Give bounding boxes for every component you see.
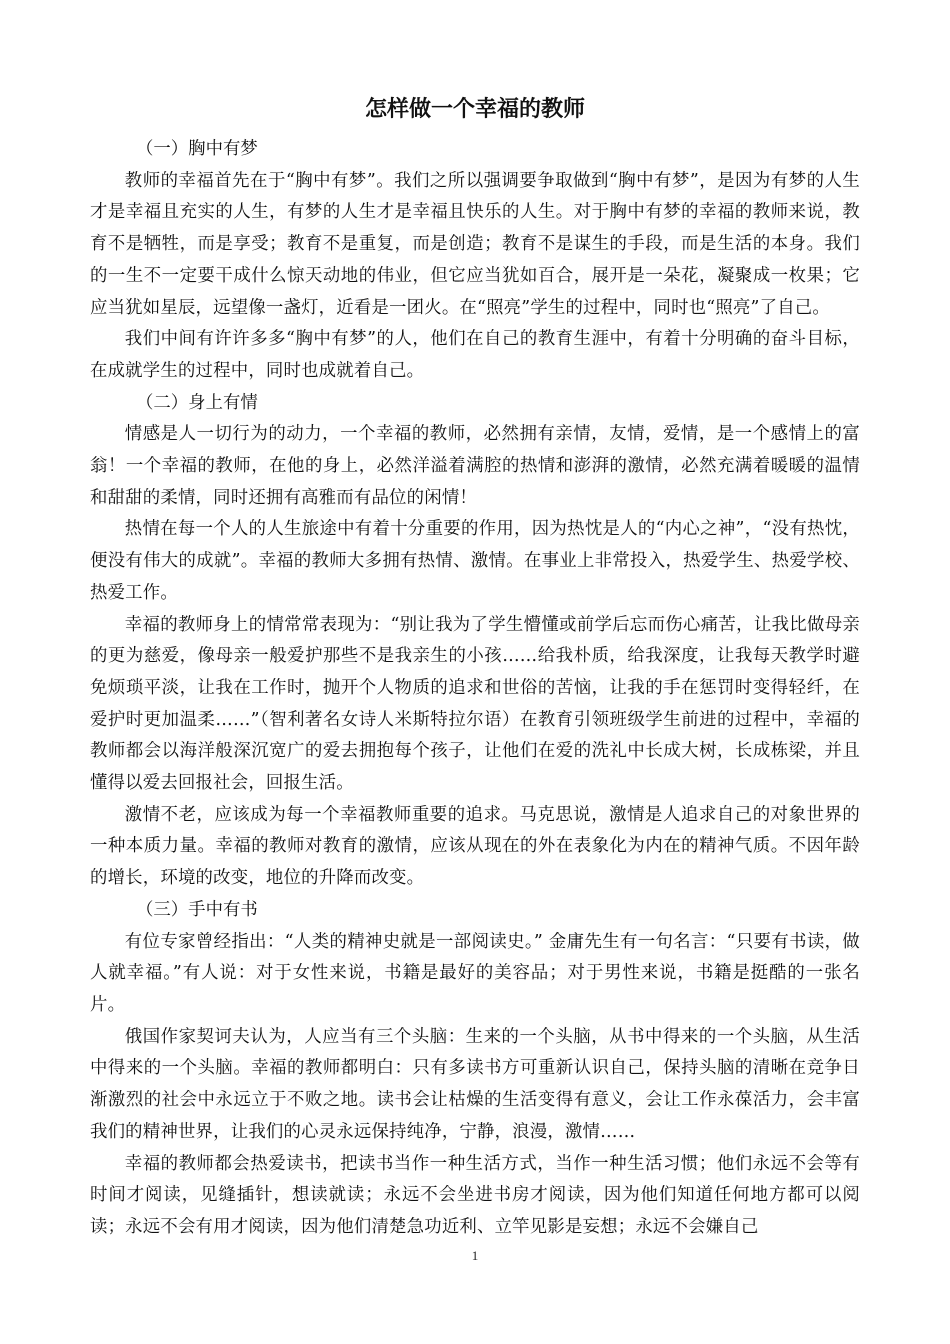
document-title: 怎样做一个幸福的教师 [364, 97, 585, 122]
paragraph: 情感是人一切行为的动力，一个幸福的教师，必然拥有亲情，友情，爱情，是一个感情上的富翁！一个幸福的教师，在他的身上，必然洋溢着满腔的热情和澎湃的激情，必然充满着暖暖的温情和甜甜的柔情，同时还拥有高雅而有品位的闲情！ [90, 424, 860, 508]
paragraph: 有位专家曾经指出：“人类的精神史就是一部阅读史。” 金庸先生有一句名言：“只要有书读，做人就幸福。”有人说：对于女性来说，书籍是最好的美容品；对于男性来说，书籍是挺酷的一张名片。 [90, 931, 860, 1015]
paragraph: 教师的幸福首先在于“胸中有梦”。我们之所以强调要争取做到“胸中有梦”，是因为有梦的人生才是幸福且充实的人生，有梦的人生才是幸福且快乐的人生。对于胸中有梦的幸福的教师来说，教育不是牺牲，而是享受；教育不是重复，而是创造；教育不是谋生的手段，而是生活的本身。我们的一生不一定要干成什么惊天动地的伟业，但它应当犹如百合，展开是一朵花，凝聚成一枚果；它应当犹如星辰，远望像一盏灯，近看是一团火。在“照亮”学生的过程中，同时也“照亮”了自己。 [90, 170, 860, 318]
paragraph: 我们中间有许许多多“胸中有梦”的人，他们在自己的教育生涯中，有着十分明确的奋斗目标，在成就学生的过程中，同时也成就着自己。 [90, 329, 860, 381]
section-heading: （二）身上有情 [136, 392, 258, 413]
paragraph: 激情不老，应该成为每一个幸福教师重要的追求。马克思说，激情是人追求自己的对象世界的一种本质力量。幸福的教师对教育的激情，应该从现在的外在表象化为内在的精神气质。不因年龄的增长，环境的改变，地位的升降而改变。 [90, 804, 860, 889]
section-heading: （一）胸中有梦 [136, 139, 258, 159]
section-books [90, 895, 860, 1244]
section-heading: （三）手中有书 [136, 899, 258, 920]
section-emotion [90, 388, 860, 895]
page-number: 1 [471, 1248, 479, 1263]
section-dream [90, 134, 860, 388]
paragraph: 幸福的教师身上的情常常表现为：“别让我为了学生懵懂或前学后忘而伤心痛苦，让我比做母亲的更为慈爱，像母亲一般爱护那些不是我亲生的小孩……给我朴质，给我深度，让我每天教学时避免烦琐平淡，让我在工作时，抛开个人物质的追求和世俗的苦恼，让我的手在惩罚时变得轻纤，在爱护时更加温柔……”（智利著名女诗人米斯特拉尔语）在教育引领班级学生前进的过程中，幸福的教师都会以海洋般深沉宽广的爱去拥抱每个孩子，让他们在爱的洗礼中长成大树，长成栋梁，并且懂得以爱去回报社会，回报生活。 [90, 614, 860, 794]
paragraph: 幸福的教师都会热爱读书，把读书当作一种生活方式，当作一种生活习惯；他们永远不会等有时间才阅读，见缝插针，想读就读；永远不会坐进书房才阅读，因为他们知道任何地方都可以阅读；永远不会有用才阅读，因为他们清楚急功近利、立竿见影是妄想；永远不会嫌自己 [90, 1153, 860, 1237]
paragraph: 热情在每一个人的人生旅途中有着十分重要的作用，因为热忱是人的“内心之神”，“没有热忱，便没有伟大的成就”。幸福的教师大多拥有热情、激情。在事业上非常投入，热爱学生、热爱学校、热爱工作。 [90, 519, 860, 603]
document-page [90, 92, 860, 1244]
paragraph: 俄国作家契诃夫认为，人应当有三个头脑：生来的一个头脑，从书中得来的一个头脑，从生活中得来的一个头脑。幸福的教师都明白：只有多读书方可重新认识自己，保持头脑的清晰在竞争日渐激烈的社会中永远立于不败之地。读书会让枯燥的生活变得有意义，会让工作永葆活力，会丰富我们的精神世界，让我们的心灵永远保持纯净，宁静，浪漫，激情…… [90, 1026, 860, 1142]
